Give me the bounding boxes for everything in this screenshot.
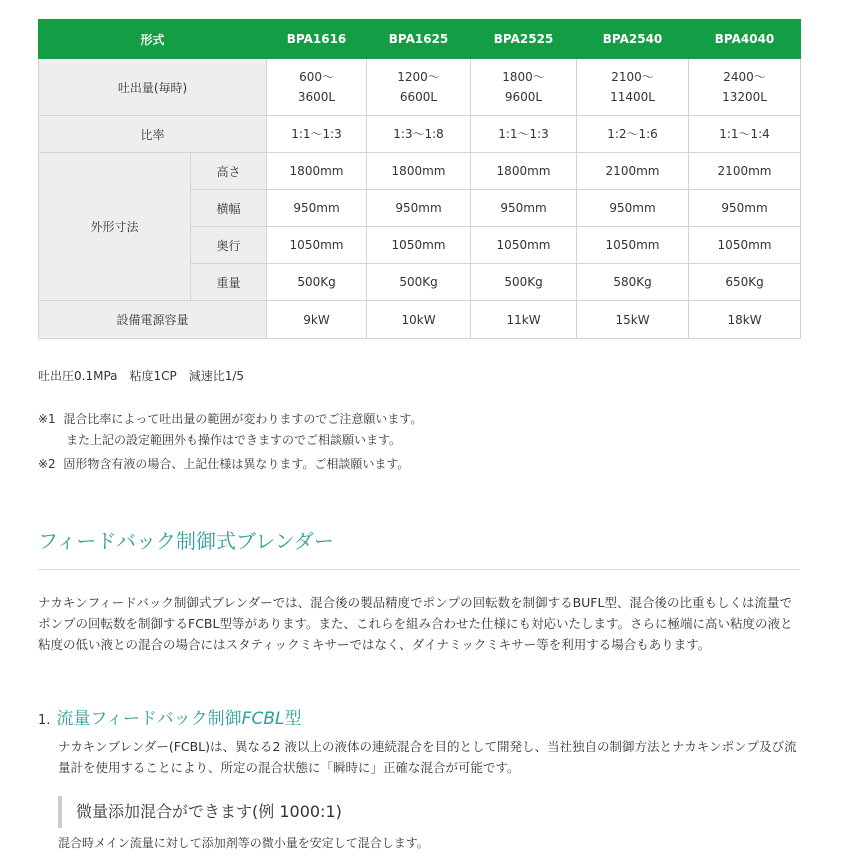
weight-cell: 650Kg	[689, 264, 801, 301]
width-cell: 950mm	[367, 190, 471, 227]
depth-cell: 1050mm	[267, 227, 367, 264]
depth-cell: 1050mm	[471, 227, 577, 264]
subsection-title	[38, 704, 301, 729]
width-cell: 950mm	[471, 190, 577, 227]
depth-cell: 1050mm	[577, 227, 689, 264]
table-row-flow	[39, 59, 801, 116]
footnote-1-continuation: また上記の設定範囲外も操作はできますのでご相談願います。	[66, 433, 402, 447]
width-cell: 950mm	[577, 190, 689, 227]
ratio-cell: 1:3～1:8	[367, 116, 471, 153]
header-model: BPA2540	[577, 20, 689, 59]
flow-cell: 600～ 3600L	[267, 59, 367, 116]
flow-cell: 1200～ 6600L	[367, 59, 471, 116]
power-cell: 18kW	[689, 301, 801, 339]
feature-callout-body: 混合時メイン流量に対して添加剤等の微小量を安定して混合します。	[58, 836, 429, 850]
row-label-dimensions: 外形寸法	[39, 153, 191, 301]
footnote-2: ※2 固形物含有液の場合、上記仕様は異なります。ご相談願います。	[38, 457, 410, 471]
power-cell: 15kW	[577, 301, 689, 339]
width-cell: 950mm	[267, 190, 367, 227]
table-row-ratio	[39, 116, 801, 153]
header-model: BPA1616	[267, 20, 367, 59]
row-label-power: 設備電源容量	[39, 301, 267, 339]
width-cell: 950mm	[689, 190, 801, 227]
power-cell: 10kW	[367, 301, 471, 339]
row-label-height: 高さ	[191, 153, 267, 190]
feature-callout: 微量添加混合ができます(例 1000:1)	[58, 796, 342, 828]
section-title: フィードバック制御式ブレンダー	[38, 529, 334, 553]
section-divider	[38, 569, 800, 570]
header-model-label: 形式	[39, 20, 267, 59]
section-intro: ナカキンフィードバック制御式ブレンダーでは、混合後の製品精度でポンプの回転数を制御するBUFL型、混合後の比重もしくは流量でポンプの回転数を制御するFCBL型等があります。また、これらを組み合わせた仕様にも対応いたします。さらに極端に高い粘度の液と粘度の低い液との混合の場合にはスタティックミキサーではなく、ダイナミックミキサー等を利用する場合もあります。	[38, 595, 793, 652]
weight-cell: 580Kg	[577, 264, 689, 301]
header-model: BPA4040	[689, 20, 801, 59]
flow-cell: 2400～ 13200L	[689, 59, 801, 116]
row-label-ratio: 比率	[39, 116, 267, 153]
table-header-row	[39, 20, 801, 59]
spec-table	[38, 19, 801, 339]
flow-cell: 1800～ 9600L	[471, 59, 577, 116]
ratio-cell: 1:1～1:4	[689, 116, 801, 153]
power-cell: 9kW	[267, 301, 367, 339]
weight-cell: 500Kg	[267, 264, 367, 301]
height-cell: 1800mm	[471, 153, 577, 190]
row-label-width: 横幅	[191, 190, 267, 227]
depth-cell: 1050mm	[689, 227, 801, 264]
subsection-title-text: 流量フィードバック制御FCBL型	[56, 709, 302, 729]
height-cell: 2100mm	[689, 153, 801, 190]
ratio-cell: 1:2～1:6	[577, 116, 689, 153]
header-model: BPA1625	[367, 20, 471, 59]
height-cell: 1800mm	[267, 153, 367, 190]
row-label-weight: 重量	[191, 264, 267, 301]
conditions-note: 吐出圧0.1MPa 粘度1CP 減速比1/5	[38, 369, 245, 383]
flow-cell: 2100～ 11400L	[577, 59, 689, 116]
weight-cell: 500Kg	[367, 264, 471, 301]
depth-cell: 1050mm	[367, 227, 471, 264]
table-row-height	[39, 153, 801, 190]
ratio-cell: 1:1～1:3	[267, 116, 367, 153]
power-cell: 11kW	[471, 301, 577, 339]
subsection-body: ナカキンブレンダー(FCBL)は、異なる2 液以上の液体の連続混合を目的として開発し、当社独自の制御方法とナカキンポンプ及び流量計を使用することにより、所定の混合状態に「瞬時に」正確な混合が可能です。	[58, 739, 797, 775]
header-model: BPA2525	[471, 20, 577, 59]
subsection-number: 1.	[38, 713, 51, 728]
table-row-power	[39, 301, 801, 339]
row-label-depth: 奥行	[191, 227, 267, 264]
ratio-cell: 1:1～1:3	[471, 116, 577, 153]
height-cell: 1800mm	[367, 153, 471, 190]
height-cell: 2100mm	[577, 153, 689, 190]
weight-cell: 500Kg	[471, 264, 577, 301]
footnote-1: ※1 混合比率によって吐出量の範囲が変わりますのでご注意願います。	[38, 412, 423, 426]
row-label-flow: 吐出量(毎時)	[39, 59, 267, 116]
